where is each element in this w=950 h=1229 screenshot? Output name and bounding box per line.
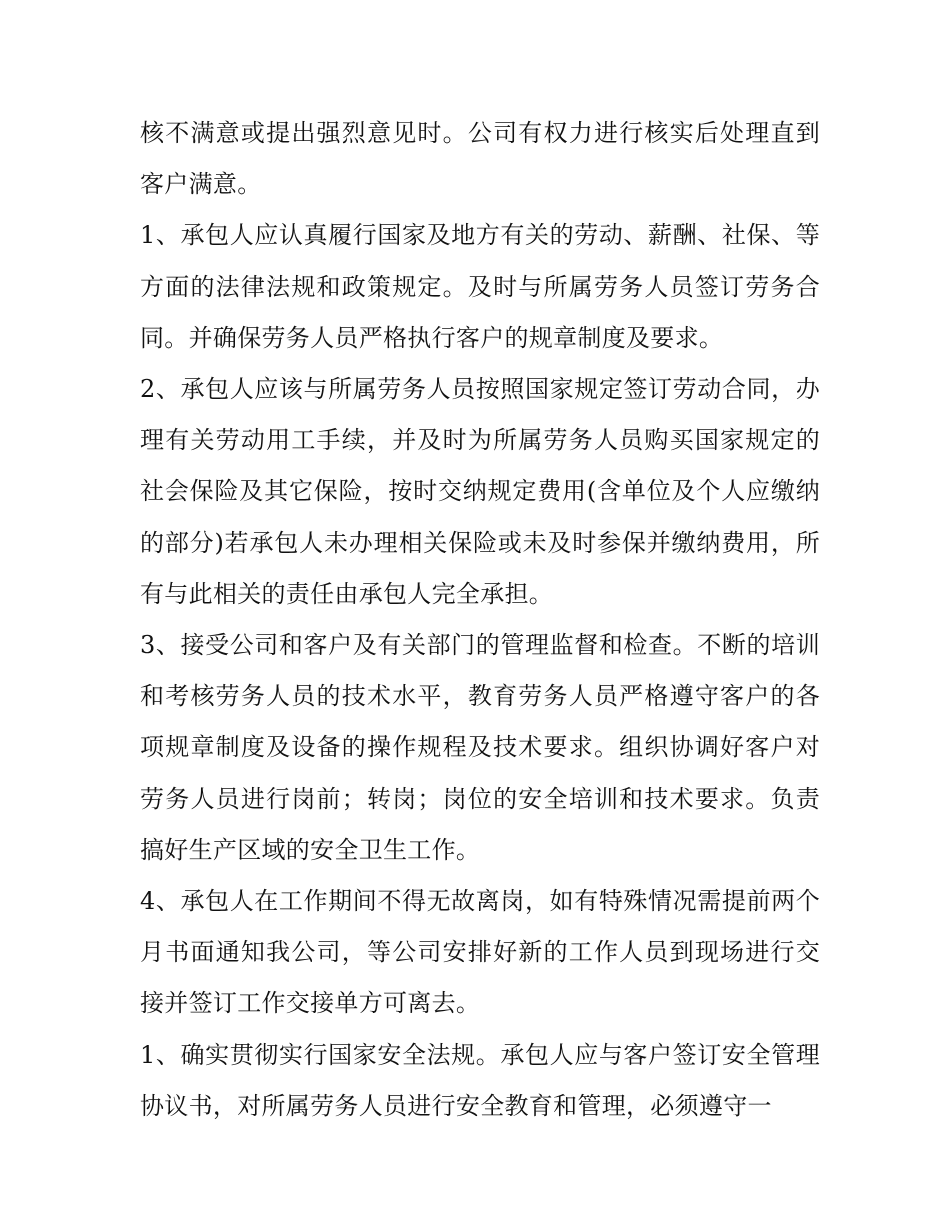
paragraph-customer-satisfaction: 核不满意或提出强烈意见时。公司有权力进行核实后处理直到客户满意。 <box>140 119 820 199</box>
document-body <box>140 108 820 1132</box>
paragraph-clause-1-labor-law: 1、承包人应认真履行国家及地方有关的劳动、薪酬、社保、等方面的法律法规和政策规定。及时与所属劳务人员签订劳务合同。并确保劳务人员严格执行客户的规章制度及要求。 <box>140 221 820 352</box>
paragraph-safety-clause-1: 1、确实贯彻实行国家安全法规。承包人应与客户签订安全管理协议书，对所属劳务人员进行安全教育和管理，必须遵守一 <box>140 1040 820 1120</box>
paragraph-clause-3-supervision: 3、接受公司和客户及有关部门的管理监督和检查。不断的培训和考核劳务人员的技术水平，教育劳务人员严格遵守客户的各项规章制度及设备的操作规程及技术要求。组织协调好客户对劳务人员进行岗前；转岗；岗位的安全培训和技术要求。负责搞好生产区域的安全卫生工作。 <box>140 631 820 864</box>
paragraph-clause-2-labor-contract: 2、承包人应该与所属劳务人员按照国家规定签订劳动合同，办理有关劳动用工手续，并及时为所属劳务人员购买国家规定的社会保险及其它保险，按时交纳规定费用(含单位及个人应缴纳的部分)若承包人未办理相关保险或未及时参保并缴纳费用，所有与此相关的责任由承包人完全承担。 <box>140 375 820 608</box>
paragraph-clause-4-leave-notice: 4、承包人在工作期间不得无故离岗，如有特殊情况需提前两个月书面通知我公司，等公司安排好新的工作人员到现场进行交接并签订工作交接单方可离去。 <box>140 887 820 1018</box>
